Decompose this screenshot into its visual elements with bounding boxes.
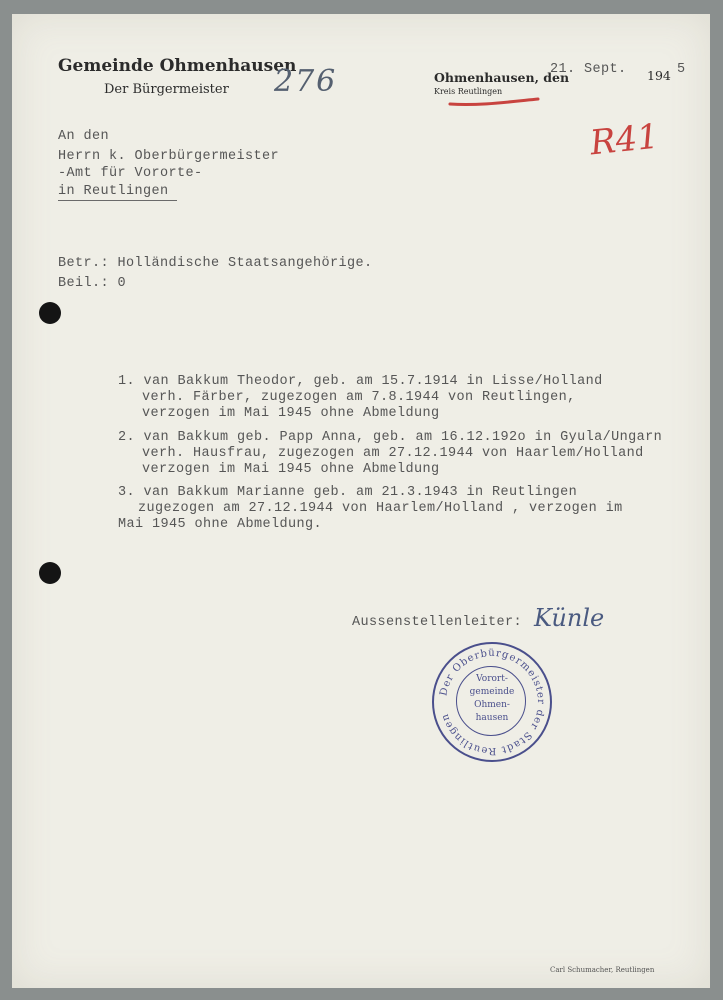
letter-year-digit: 5: [677, 62, 686, 77]
seal-center-line-2: gemeinde: [469, 687, 515, 697]
letterhead-district: Kreis Reutlingen: [434, 87, 503, 96]
handwritten-file-number: 276: [274, 64, 338, 99]
entry-1-line-3: verzogen im Mai 1945 ohne Abmeldung: [142, 406, 440, 421]
entry-2-line-2: verh. Hausfrau, zugezogen am 27.12.1944 von Haarlem/Holland: [142, 446, 644, 461]
seal-ring-label: Der Oberbürgermeister der Stadt Reutlingen: [438, 647, 547, 757]
punch-hole-bottom: [39, 562, 61, 584]
recipient-line-1: An den: [58, 129, 110, 144]
recipient-line-2: Herrn k. Oberbürgermeister: [58, 149, 280, 164]
entry-1-line-1: 1. van Bakkum Theodor, geb. am 15.7.1914 in Lisse/Holland: [118, 374, 603, 389]
entry-3-line-2: zugezogen am 27.12.1944 von Haarlem/Holland , verzogen im: [138, 501, 623, 516]
seal-center-line-3: Ohmen-: [474, 700, 510, 710]
seal-center-line-4: hausen: [475, 713, 509, 723]
enclosures-line: Beil.: 0: [58, 276, 127, 291]
document-page: [12, 14, 710, 988]
entry-3-line-3: Mai 1945 ohne Abmeldung.: [118, 517, 323, 532]
red-underline-mark: [448, 96, 540, 108]
printer-imprint: Carl Schumacher, Reutlingen: [550, 966, 655, 974]
letter-year-prefix: 194: [647, 68, 671, 83]
official-seal: [432, 642, 552, 762]
entry-3-line-1: 3. van Bakkum Marianne geb. am 21.3.1943 in Reutlingen: [118, 485, 578, 500]
handwritten-signature: Künle: [534, 604, 605, 632]
letterhead-office: Der Bürgermeister: [104, 82, 229, 97]
red-handwritten-mark: R41: [588, 116, 661, 164]
recipient-line-4: in Reutlingen: [58, 184, 177, 201]
entry-2-line-3: verzogen im Mai 1945 ohne Abmeldung: [142, 462, 440, 477]
entry-2-line-1: 2. van Bakkum geb. Papp Anna, geb. am 16.12.192o in Gyula/Ungarn: [118, 430, 663, 445]
entry-1-line-2: verh. Färber, zugezogen am 7.8.1944 von Reutlingen,: [142, 390, 576, 405]
letter-date: 21. Sept.: [550, 62, 627, 77]
letterhead-place: Ohmenhausen, den: [434, 70, 570, 85]
punch-hole-top: [39, 302, 61, 324]
letterhead-municipality: Gemeinde Ohmenhausen: [58, 56, 297, 76]
subject-line: Betr.: Holländische Staatsangehörige.: [58, 256, 373, 271]
recipient-line-3: -Amt für Vororte-: [58, 166, 203, 181]
seal-center-line-1: Vorort-: [476, 674, 508, 684]
signature-label: Aussenstellenleiter:: [352, 615, 523, 630]
